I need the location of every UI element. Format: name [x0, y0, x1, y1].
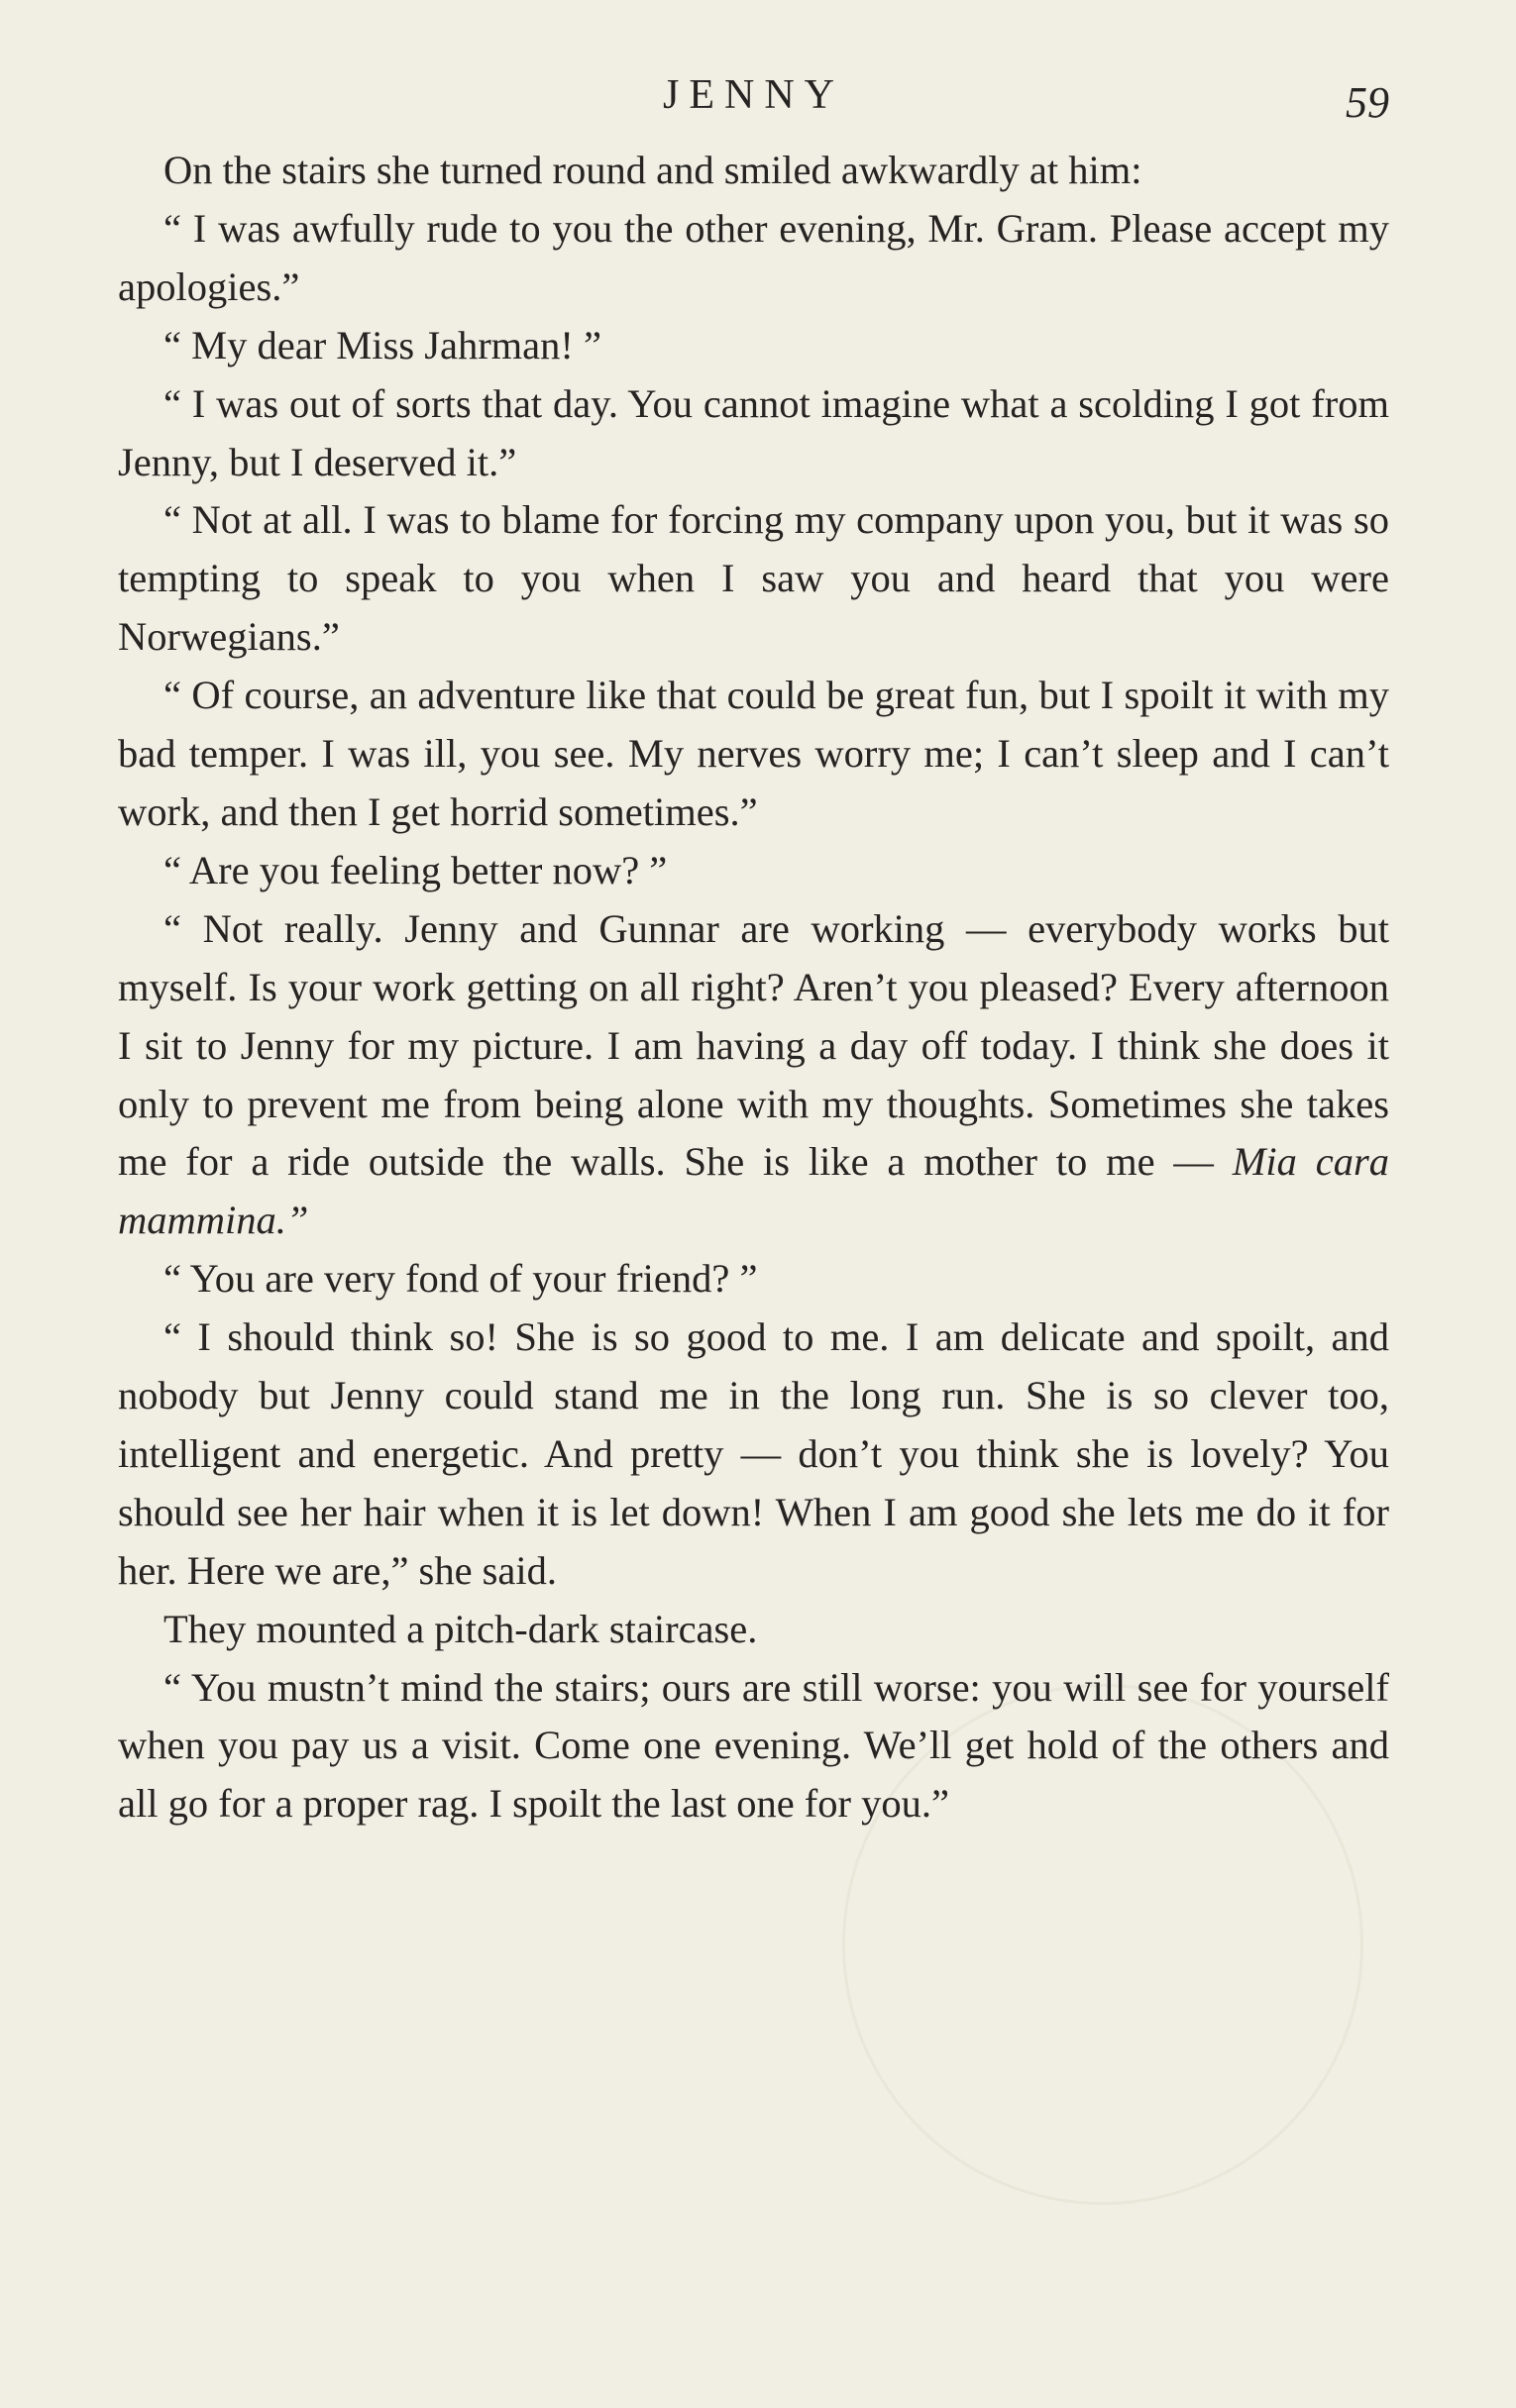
paragraph: “ Are you feeling better now? ” — [163, 847, 668, 892]
running-head — [118, 65, 1389, 125]
page-number: 59 — [1346, 78, 1389, 127]
italic-phrase: Mia cara mammina.” — [118, 1139, 1389, 1243]
paragraph: They mounted a pitch-dark staircase. — [163, 1606, 758, 1651]
paragraph: “ You mustn’t mind the stairs; ours are still worse: you will see for yourself when you pay us a visit. Come one evening. We’ll get hold of the others and all go for a proper rag. I spoilt the last one for you.” — [118, 1664, 1389, 1827]
body-text — [118, 142, 1389, 1833]
paragraph: On the stairs she turned round and smiled awkwardly at him: — [163, 148, 1142, 192]
paragraph-text: “ Not really. Jenny and Gunnar are working — everybody works but myself. Is your work getting on all right? Aren’t you pleased? Every afternoon I sit to Jenny for my picture. I am having a day off today. I think she does it only to prevent me from being alone with my thoughts. Sometimes she takes me for a ride outside the walls. She is like a mother to me — — [118, 905, 1389, 1185]
paragraph: “ Not at all. I was to blame for forcing my company upon you, but it was so tempting to speak to you when I saw you and heard that you were Norwegians.” — [118, 497, 1389, 660]
paragraph: “ I was out of sorts that day. You cannot imagine what a scolding I got from Jenny, but I deserved it.” — [118, 380, 1389, 484]
paragraph — [118, 900, 1389, 1250]
paragraph: “ Of course, an adventure like that could be great fun, but I spoilt it with my bad temper. I was ill, you see. My nerves worry me; I can’t sleep and I can’t work, and then I get horrid sometimes.” — [118, 673, 1389, 834]
paragraph: “ You are very fond of your friend? ” — [163, 1256, 758, 1302]
paragraph: “ I was awfully rude to you the other evening, Mr. Gram. Please accept my apologies.” — [118, 205, 1389, 309]
paragraph: “ My dear Miss Jahrman! ” — [163, 322, 601, 367]
paragraph: “ I should think so! She is so good to me. I am delicate and spoilt, and nobody but Jenny could stand me in the long run. She is so clever too, intelligent and energetic. And pretty — don’t you think she is lovely? You should see her hair when it is let down! When I am good she lets me do it for her. Here we are,” she said. — [118, 1314, 1389, 1593]
running-title: JENNY — [663, 72, 844, 118]
